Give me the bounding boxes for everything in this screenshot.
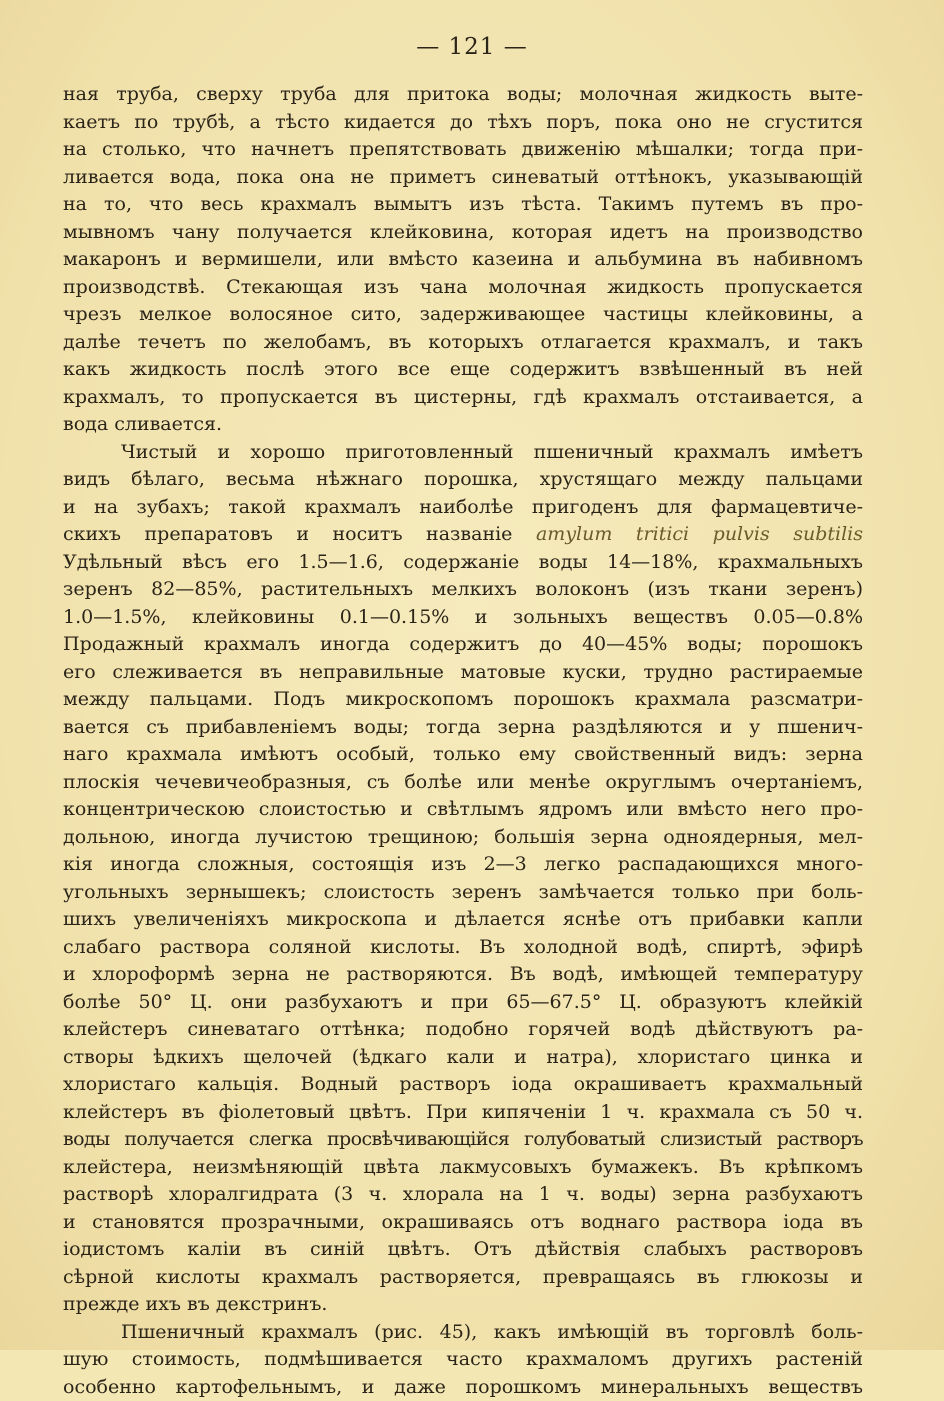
text-line: макаронъ и вермишели, или вмѣсто казеина и альбумина въ набивномъ [63,246,863,274]
text-line: клейстеръ синеватаго оттѣнка; подобно горячей водѣ дѣйствуютъ ра- [63,1016,863,1044]
text-line: клейстеръ въ фiолетовый цвѣтъ. При кипяченiи 1 ч. крахмала съ 50 ч. [63,1099,863,1127]
text-line: концентрическою слоистостью и свѣтлымъ ядромъ или вмѣсто него про- [63,796,863,824]
text-line: шую стоимость, подмѣшивается часто крахмаломъ другихъ растенiй [63,1346,863,1374]
text-line: кiя иногда сложныя, состоящiя изъ 2—3 легко распадающихся много- [63,851,863,879]
text-line: угольныхъ зернышекъ; слоистость зеренъ замѣчается только при боль- [63,879,863,907]
text-line: ливается вода, пока она не приметъ синеватый оттѣнокъ, указывающiй [63,164,863,192]
text-line: плоскiя чечевичеобразныя, съ болѣе или менѣе округлымъ очертанiемъ, [63,769,863,797]
text-line: на то, что весь крахмалъ вымытъ изъ тѣста. Такимъ путемъ въ про- [63,191,863,219]
text-line: какъ жидкость послѣ этого все еще содержитъ взвѣшенный въ ней [63,356,863,384]
text-line: дольною, иногда лучистою трещиною; большiя зерна одноядерныя, мел- [63,824,863,852]
text-line: видъ бѣлаго, весьма нѣжнаго порошка, хрустящаго между пальцами [63,466,863,494]
text-line: особенно картофельнымъ, и даже порошкомъ минеральныхъ веществъ [63,1374,863,1401]
text-line: каетъ по трубѣ, а тѣсто кидается до тѣхъ поръ, пока оно не сгустится [63,109,863,137]
text-line: Удѣльный вѣсъ его 1.5—1.6, содержанiе воды 14—18%, крахмальныхъ [63,549,863,577]
latin-term: amylum tritici pulvis subtilis [536,523,863,545]
text-line: прежде ихъ въ декстринъ. [63,1291,863,1319]
text-line: ная труба, сверху труба для притока воды; молочная жидкость выте- [63,81,863,109]
text-line: вается съ прибавленiемъ воды; тогда зерна раздѣляются и у пшенич- [63,714,863,742]
page-text [63,81,863,1401]
text-line: Пшеничный крахмалъ (рис. 45), какъ имѣющiй въ торговлѣ боль- [63,1319,863,1347]
text-line: Продажный крахмалъ иногда содержитъ до 40—45% воды; порошокъ [63,631,863,659]
text-line: наго крахмала имѣютъ особый, только ему свойственный видъ: зерна [63,741,863,769]
text-fragment: скихъ препаратовъ и носитъ названiе [63,523,512,545]
text-line: Чистый и хорошо приготовленный пшеничный крахмалъ имѣетъ [63,439,863,467]
text-line: 1.0—1.5%, клейковины 0.1—0.15% и зольныхъ веществъ 0.05—0.8% [63,604,863,632]
text-line: сѣрной кислоты крахмалъ растворяется, превращаясь въ глюкозы и [63,1264,863,1292]
text-line: слабаго раствора соляной кислоты. Въ холодной водѣ, спиртѣ, эфирѣ [63,934,863,962]
text-line: и на зубахъ; такой крахмалъ наиболѣе пригоденъ для фармацевтиче- [63,494,863,522]
text-line: хлористаго кальцiя. Водный растворъ iода окрашиваетъ крахмальный [63,1071,863,1099]
text-line: и становятся прозрачными, окрашиваясь отъ воднаго раствора iода въ [63,1209,863,1237]
text-line: вода сливается. [63,411,863,439]
text-line: чрезъ мелкое волосяное сито, задерживающее частицы клейковины, а [63,301,863,329]
text-line: и хлороформѣ зерна не растворяются. Въ водѣ, имѣющей температуру [63,961,863,989]
text-line: клейстера, неизмѣняющiй цвѣта лакмусовыхъ бумажекъ. Въ крѣпкомъ [63,1154,863,1182]
text-line: его слеживается въ неправильные матовые куски, трудно растираемые [63,659,863,687]
text-line: створы ѣдкихъ щелочей (ѣдкаго кали и натра), хлористаго цинка и [63,1044,863,1072]
text-line: производствѣ. Стекающая изъ чана молочная жидкость пропускается [63,274,863,302]
text-line: воды получается слегка просвѣчивающiйся голубоватый слизистый растворъ [63,1126,863,1154]
text-line-with-latin-term [63,521,863,549]
text-line: iодистомъ калiи въ синiй цвѣтъ. Отъ дѣйствiя слабыхъ растворовъ [63,1236,863,1264]
page-number: — 121 — [0,34,944,60]
text-line: мывномъ чану получается клейковина, которая идетъ на производство [63,219,863,247]
text-line: далѣе течетъ по желобамъ, въ которыхъ отлагается крахмалъ, и такъ [63,329,863,357]
text-line: на столько, что начнетъ препятствовать движенiю мѣшалки; тогда при- [63,136,863,164]
text-line: болѣе 50° Ц. они разбухаютъ и при 65—67.5° Ц. образуютъ клейкiй [63,989,863,1017]
text-line: между пальцами. Подъ микроскопомъ порошокъ крахмала разсматри- [63,686,863,714]
text-line: зеренъ 82—85%, растительныхъ мелкихъ волоконъ (изъ ткани зеренъ) [63,576,863,604]
text-line: шихъ увеличенiяхъ микроскопа и дѣлается яснѣе отъ прибавки капли [63,906,863,934]
text-line: крахмалъ, то пропускается въ цистерны, гдѣ крахмалъ отстаивается, а [63,384,863,412]
text-line: растворѣ хлоралгидрата (3 ч. хлорала на 1 ч. воды) зерна разбухаютъ [63,1181,863,1209]
